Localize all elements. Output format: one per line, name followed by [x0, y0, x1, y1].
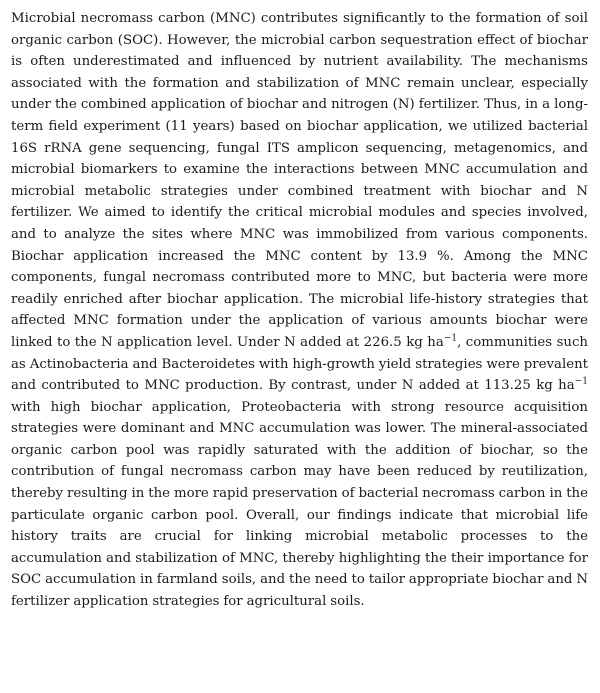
- abstract-paragraph: [11, 8, 588, 613]
- superscript-unit-1: −1: [443, 333, 458, 344]
- abstract-text-part-1: Microbial necromass carbon (MNC) contributes significantly to the formation of soil organic carbon (SOC). However, the microbial carbon sequestration effect of biochar is often underestimated and influenced by nutrient availability. The mechanisms associated with the formation and stabilization of MNC remain unclear, especially under the combined application of biochar and nitrogen (N) fertilizer. Thus, in a long-term field experiment (11 years) based on biochar application, we utilized bacterial 16S rRNA gene sequencing, fungal ITS amplicon sequencing, metagenomics, and microbial biomarkers to examine the interactions between MNC accumulation and microbial metabolic strategies under combined treatment with biochar and N fertilizer. We aimed to identify the critical microbial modules and species involved, and to analyze the sites where MNC was immobilized from various components. Biochar application increased the MNC content by 13.9 %. Among the MNC components, fungal necromass contributed more to MNC, but bacteria were more readily enriched after biochar application. The microbial life-history strategies that affected MNC formation under the application of various amounts biochar were linked to the N application level. Under N added at 226.5 kg ha: [11, 11, 588, 350]
- superscript-unit-2: −1: [574, 376, 588, 387]
- abstract-text-part-3: with high biochar application, Proteobacteria with strong resource acquisition strategies were dominant and MNC accumulation was lower. The mineral-associated organic carbon pool was rapidly saturated with the addition of biochar, so the contribution of fungal necromass carbon may have been reduced by reutilization, thereby resulting in the more rapid preservation of bacterial necromass carbon in the particulate organic carbon pool. Overall, our findings indicate that microbial life history traits are crucial for linking microbial metabolic processes to the accumulation and stabilization of MNC, thereby highlighting the their importance for SOC accumulation in farmland soils, and the need to tailor appropriate biochar and N fertilizer application strategies for agricultural soils.: [11, 399, 588, 610]
- abstract-text-part-2: , communities such as Actinobacteria and Bacteroidetes with high-growth yield strategies were prevalent and contributed to MNC production. By contrast, under N added at 113.25 kg ha: [11, 334, 588, 394]
